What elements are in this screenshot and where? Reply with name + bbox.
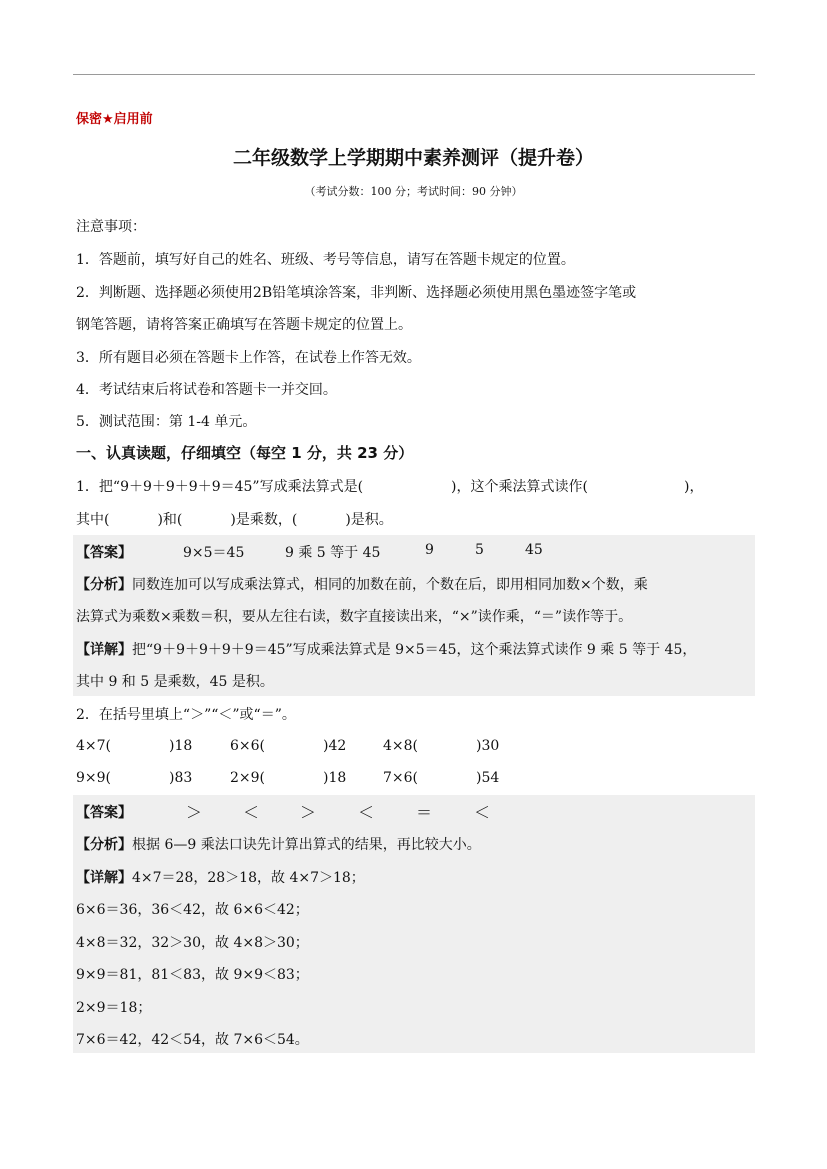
q1-text-g: )是积。 — [345, 512, 393, 528]
q2-item — [383, 738, 499, 754]
q2-answer-2: ＜ — [243, 803, 260, 822]
q2-rhs: )18 — [323, 770, 347, 786]
detail-tag: 【详解】 — [76, 642, 132, 658]
q2-detail-text: 4×7＝28，28＞18，故 4×7＞18； — [132, 870, 365, 886]
q1-answer-2: 9 乘 5 等于 45 — [285, 545, 381, 561]
q1-analysis-line2: 法算式为乘数×乘数＝积，要从左往右读，数字直接读出来，“×”读作乘，“＝”读作等于。 — [76, 609, 633, 625]
q1-answer-5: 45 — [525, 542, 543, 558]
q2-analysis-text: 根据 6—9 乘法口诀先计算出算式的结果，再比较大小。 — [132, 837, 481, 853]
q1-answer-1: 9×5＝45 — [183, 545, 245, 561]
q1-text-a: 1．把“9＋9＋9＋9＋9＝45”写成乘法算式是( — [76, 479, 364, 495]
analysis-tag: 【分析】 — [76, 577, 132, 593]
q1-analysis-text: 同数连加可以写成乘法算式，相同的加数在前，个数在后，即用相同加数×个数，乘 — [132, 577, 648, 593]
q1-text-f: )是乘数，( — [230, 512, 298, 528]
exam-title: 二年级数学上学期期中素养测评（提升卷） — [232, 147, 594, 169]
q2-rhs: )54 — [476, 770, 500, 786]
q2-answer-4: ＜ — [358, 803, 375, 822]
q2-prompt: 2．在括号里填上“＞”“＜”或“＝”。 — [76, 707, 296, 723]
note-item: 4．考试结束后将试卷和答题卡一并交回。 — [76, 382, 337, 398]
q1-answer-row — [76, 542, 132, 562]
q2-rhs: )42 — [323, 738, 347, 754]
q2-rhs: )30 — [476, 738, 500, 754]
q1-detail-line2: 其中 9 和 5 是乘数，45 是积。 — [76, 674, 274, 690]
q2-item — [230, 770, 346, 786]
q2-rhs: )18 — [169, 738, 193, 754]
note-item: 5．测试范围：第 1-4 单元。 — [76, 414, 257, 430]
q2-answer-3: ＞ — [300, 803, 317, 822]
q2-expr: 4×8( — [383, 738, 419, 754]
q1-text-e: )和( — [157, 512, 183, 528]
q2-detail-line: 4×8＝32，32＞30，故 4×8＞30； — [76, 935, 309, 951]
q2-answer-row — [76, 802, 132, 822]
q2-answer-5: ＝ — [416, 803, 433, 822]
q1-answer-3: 9 — [425, 542, 434, 558]
q2-detail-line: 6×6＝36，36＜42，故 6×6＜42； — [76, 902, 309, 918]
analysis-tag: 【分析】 — [76, 837, 132, 853]
q2-expr: 4×7( — [76, 738, 112, 754]
q2-rhs: )83 — [169, 770, 193, 786]
q2-detail-line: 9×9＝81，81＜83，故 9×9＜83； — [76, 967, 309, 983]
q1-text-b: )，这个乘法算式读作( — [451, 479, 588, 495]
q1-answer-4: 5 — [475, 542, 484, 558]
exam-subtitle: （考试分数：100 分；考试时间：90 分钟） — [304, 185, 523, 198]
q2-detail-line: 2×9＝18； — [76, 1000, 152, 1016]
note-item: 2．判断题、选择题必须使用2B铅笔填涂答案，非判断、选择题必须使用黑色墨迹签字笔或 — [76, 285, 637, 301]
note-item: 钢笔答题，请将答案正确填写在答题卡规定的位置上。 — [76, 317, 412, 333]
q1-text-d: 其中( — [76, 512, 110, 528]
notes-heading: 注意事项： — [76, 219, 146, 235]
q2-answer-6: ＜ — [474, 803, 491, 822]
q2-answer-1: ＞ — [186, 803, 203, 822]
q2-detail-line — [76, 867, 365, 887]
answer-tag: 【答案】 — [76, 805, 132, 821]
confidential-label: 保密★启用前 — [76, 112, 153, 127]
note-item: 3．所有题目必须在答题卡上作答，在试卷上作答无效。 — [76, 350, 421, 366]
detail-tag: 【详解】 — [76, 870, 132, 886]
q2-expr: 6×6( — [230, 738, 266, 754]
q2-analysis — [76, 834, 481, 854]
q2-expr: 9×9( — [76, 770, 112, 786]
q2-expr: 2×9( — [230, 770, 266, 786]
q2-item — [76, 738, 192, 754]
q1-line1 — [76, 476, 703, 496]
q2-detail-line: 7×6＝42，42＜54，故 7×6＜54。 — [76, 1032, 309, 1048]
q2-item — [76, 770, 192, 786]
note-item: 1．答题前，填写好自己的姓名、班级、考号等信息，请写在答题卡规定的位置。 — [76, 252, 575, 268]
section-heading: 一、认真读题，仔细填空（每空 1 分，共 23 分） — [76, 444, 414, 462]
q1-detail-line1 — [76, 639, 696, 659]
q2-item — [383, 770, 499, 786]
q1-detail-text: 把“9＋9＋9＋9＋9＝45”写成乘法算式是 9×5＝45，这个乘法算式读作 9 乘 5 等于 45， — [132, 642, 697, 658]
answer-tag: 【答案】 — [76, 545, 132, 561]
header-rule — [73, 74, 755, 75]
q1-line2 — [76, 509, 393, 529]
q1-text-c: )， — [683, 479, 704, 495]
q2-item — [230, 738, 346, 754]
q1-analysis-line1 — [76, 574, 648, 594]
q2-expr: 7×6( — [383, 770, 419, 786]
